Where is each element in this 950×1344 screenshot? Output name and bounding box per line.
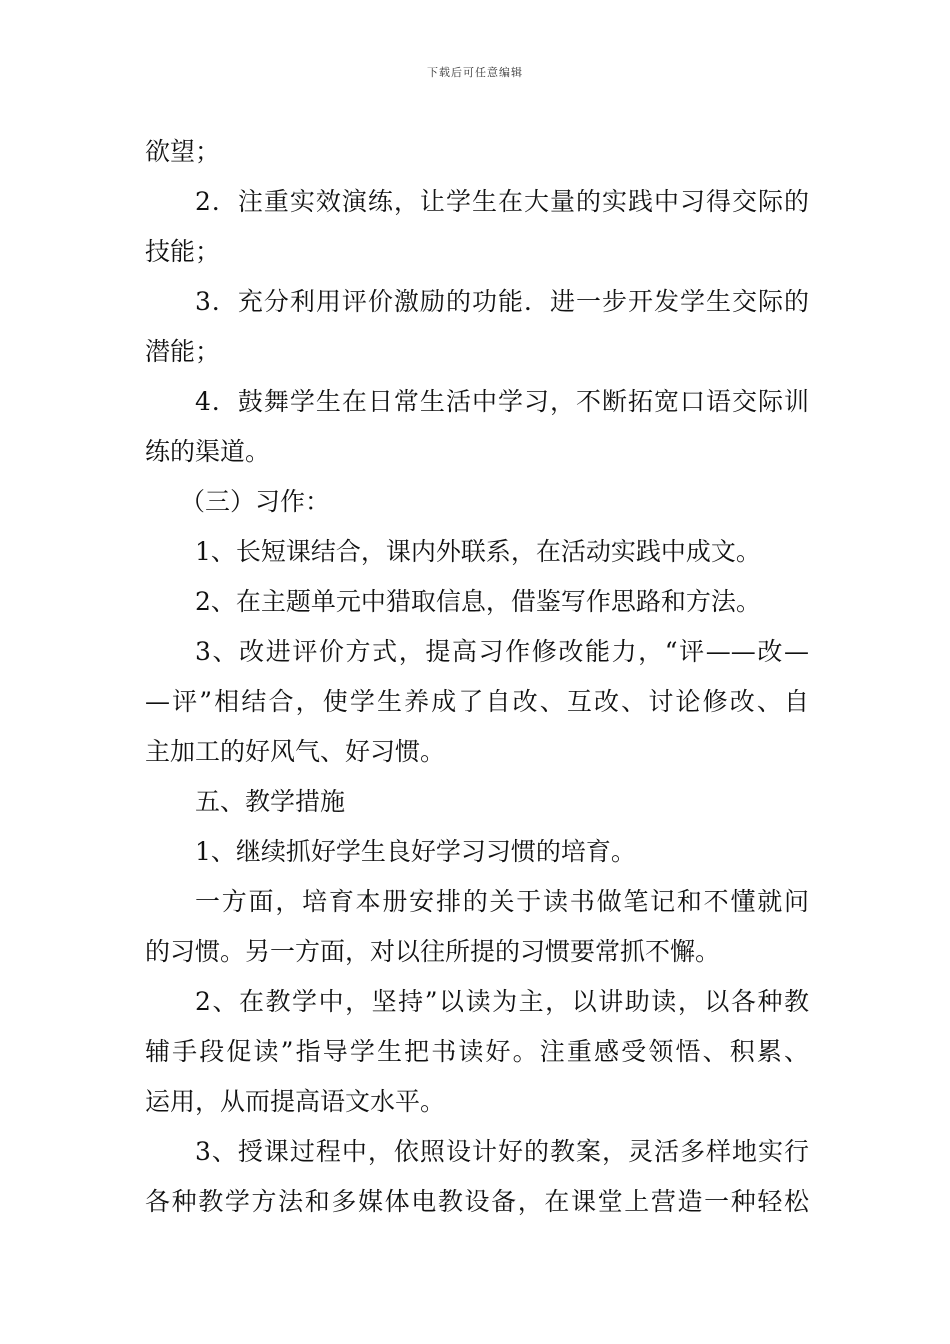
paragraph-line: 1、长短课结合，课内外联系，在活动实践中成文。 [195,537,761,566]
paragraph-line: 1、继续抓好学生良好学习习惯的培育。 [195,837,636,866]
paragraph-line: 的习惯。另一方面，对以往所提的习惯要常抓不懈。 [145,937,721,966]
section-heading: （三）习作： [180,487,331,516]
paragraph-line: 各种教学方法和多媒体电教设备，在课堂上营造一种轻松 [145,1187,809,1216]
paragraph-line: 潜能； [145,337,221,366]
paragraph-line: 2、在教学中，坚持”以读为主，以讲助读，以各种教 [195,987,809,1016]
paragraph-line: 辅手段促读”指导学生把书读好。注重感受领悟、积累、 [145,1037,809,1066]
paragraph-line: 主加工的好风气、好习惯。 [145,737,446,766]
paragraph-line: 欲望； [145,137,221,166]
paragraph-line: 3、授课过程中，依照设计好的教案，灵活多样地实行 [195,1137,809,1166]
paragraph-line: 练的渠道。 [145,437,271,466]
section-heading: 五、教学措施 [195,787,346,816]
paragraph-line: 一方面，培育本册安排的关于读书做笔记和不懂就问 [195,887,809,916]
document-body [145,127,809,1227]
paragraph-line: 4．鼓舞学生在日常生活中学习，不断拓宽口语交际训 [195,387,809,416]
page-header: 下载后可任意编辑 [427,66,523,79]
paragraph-line: 运用，从而提高语文水平。 [145,1087,446,1116]
paragraph-line: 3．充分利用评价激励的功能．进一步开发学生交际的 [195,287,809,316]
paragraph-line: 3、改进评价方式，提高习作修改能力，“评——改— [195,637,809,666]
paragraph-line: 2．注重实效演练，让学生在大量的实践中习得交际的 [195,187,809,216]
paragraph-line: 2、在主题单元中猎取信息，借鉴写作思路和方法。 [195,587,761,616]
paragraph-line: —评”相结合，使学生养成了自改、互改、讨论修改、自 [145,687,809,716]
paragraph-line: 技能； [145,237,221,266]
